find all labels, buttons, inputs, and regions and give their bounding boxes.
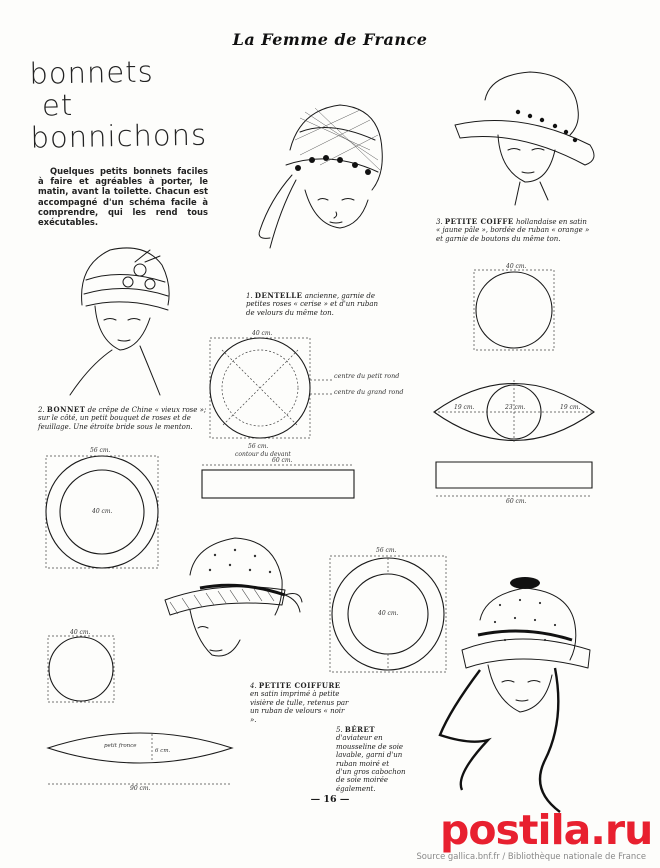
pattern-lace-circle xyxy=(210,338,332,438)
illustration-lace-cap xyxy=(259,105,382,248)
caption-bonnet-text: de crêpe de Chine « vieux rose »; sur le côté, un petit bouquet de roses et de feuillage. Une étroite bride sous le menton. xyxy=(38,406,207,431)
print-dots xyxy=(209,549,271,573)
caption-dentelle-number: 1. xyxy=(246,292,253,300)
button-trim xyxy=(516,110,577,142)
caption-coiffure-text: en satin imprimé à petite visière de tulle, retenus par un ruban de velours « noir ». xyxy=(250,690,349,724)
dim-d1-bottom: 56 cm. xyxy=(248,443,269,450)
masthead: La Femme de France xyxy=(232,30,428,49)
caption-bonnet xyxy=(38,406,218,431)
title-line-1: bonnets xyxy=(29,54,154,91)
note-centre-grand-rond: centre du grand rond xyxy=(334,388,404,396)
illustration-aviator-beret xyxy=(440,577,590,812)
dim-d2-band: 60 cm. xyxy=(506,498,527,505)
caption-beret xyxy=(336,726,406,793)
caption-dentelle-text: ancienne, garnie de petites roses « cerise » et d'un ruban de velours du même ton. xyxy=(246,292,379,317)
illustration-rose-bonnet xyxy=(70,248,169,395)
caption-coiffe-number: 3. xyxy=(436,218,443,226)
title-line-2: et xyxy=(41,87,74,123)
pattern-coiffe-strip xyxy=(436,462,592,488)
dim-d5-outer: 56 cm. xyxy=(376,547,397,554)
page-number: — 16 — xyxy=(310,794,350,805)
caption-coiffure-number: 4. xyxy=(250,682,257,690)
dim-d2-oval: 19 cm. xyxy=(454,404,475,411)
caption-coiffure-name: PETITE COIFFURE xyxy=(258,681,341,690)
dim-d1-label: contour du devant xyxy=(235,451,291,458)
caption-bonnet-number: 2. xyxy=(38,406,45,414)
caption-beret-text: d'aviateur en mousseline de soie lavable, garni d'un ruban moiré et d'un gros cabochon de soie moirée également. xyxy=(336,734,406,793)
dim-d4-long: 90 cm. xyxy=(130,785,151,792)
note-centre-petit-rond: centre du petit rond xyxy=(334,372,400,380)
dim-d3-inner: 40 cm. xyxy=(92,508,113,515)
illustration-printed-cap xyxy=(165,538,302,656)
dim-d5-inner: 40 cm. xyxy=(378,610,399,617)
dim-d3-outer: 56 cm. xyxy=(90,447,111,454)
dim-d1-band: 60 cm. xyxy=(272,457,293,464)
caption-dentelle-name: DENTELLE xyxy=(254,291,303,300)
pattern-printed-circle xyxy=(48,636,114,702)
watermark-logo: postila.ru xyxy=(440,806,653,854)
caption-beret-name: BÉRET xyxy=(344,725,376,734)
caption-bonnet-name: BONNET xyxy=(46,405,86,414)
pattern-coiffe-circle xyxy=(474,270,554,350)
caption-coiffe-name: PETITE COIFFE xyxy=(444,217,514,226)
pattern-coiffe-oval xyxy=(434,380,594,444)
caption-coiffure xyxy=(250,682,350,724)
dim-d4-fronce: petit fronce xyxy=(104,743,137,749)
intro-paragraph: Quelques petits bonnets faciles à faire et agréables à porter, le matin, avant la toilette. Chacun est accompagné d'un schéma facile à comprendre, qui les rend tous exécutables. xyxy=(38,166,208,228)
source-credit: Source gallica.bnf.fr / Bibliothèque nationale de France xyxy=(416,851,646,861)
caption-beret-number: 5. xyxy=(336,726,343,734)
dim-d2-top: 40 cm. xyxy=(506,263,527,270)
illustration-dutch-cap xyxy=(455,72,594,205)
caption-dentelle xyxy=(246,292,381,317)
dim-d4-height: 6 cm. xyxy=(155,748,171,754)
dim-d1-top: 40 cm. xyxy=(252,330,273,337)
caption-coiffe xyxy=(436,218,591,243)
title-line-3: bonnichons xyxy=(30,117,208,155)
caption-coiffe-text: hollandaise en satin « jaune pâle », bordée de ruban « orange » et garnie de boutons du même ton. xyxy=(436,218,590,243)
dim-d2-oval-r: 19 cm. xyxy=(560,404,581,411)
pattern-printed-visor xyxy=(48,733,232,763)
dim-d4-circle: 40 cm. xyxy=(70,629,91,636)
pattern-lace-band xyxy=(202,470,354,498)
dim-d2-inner: 23 cm. xyxy=(505,404,526,411)
